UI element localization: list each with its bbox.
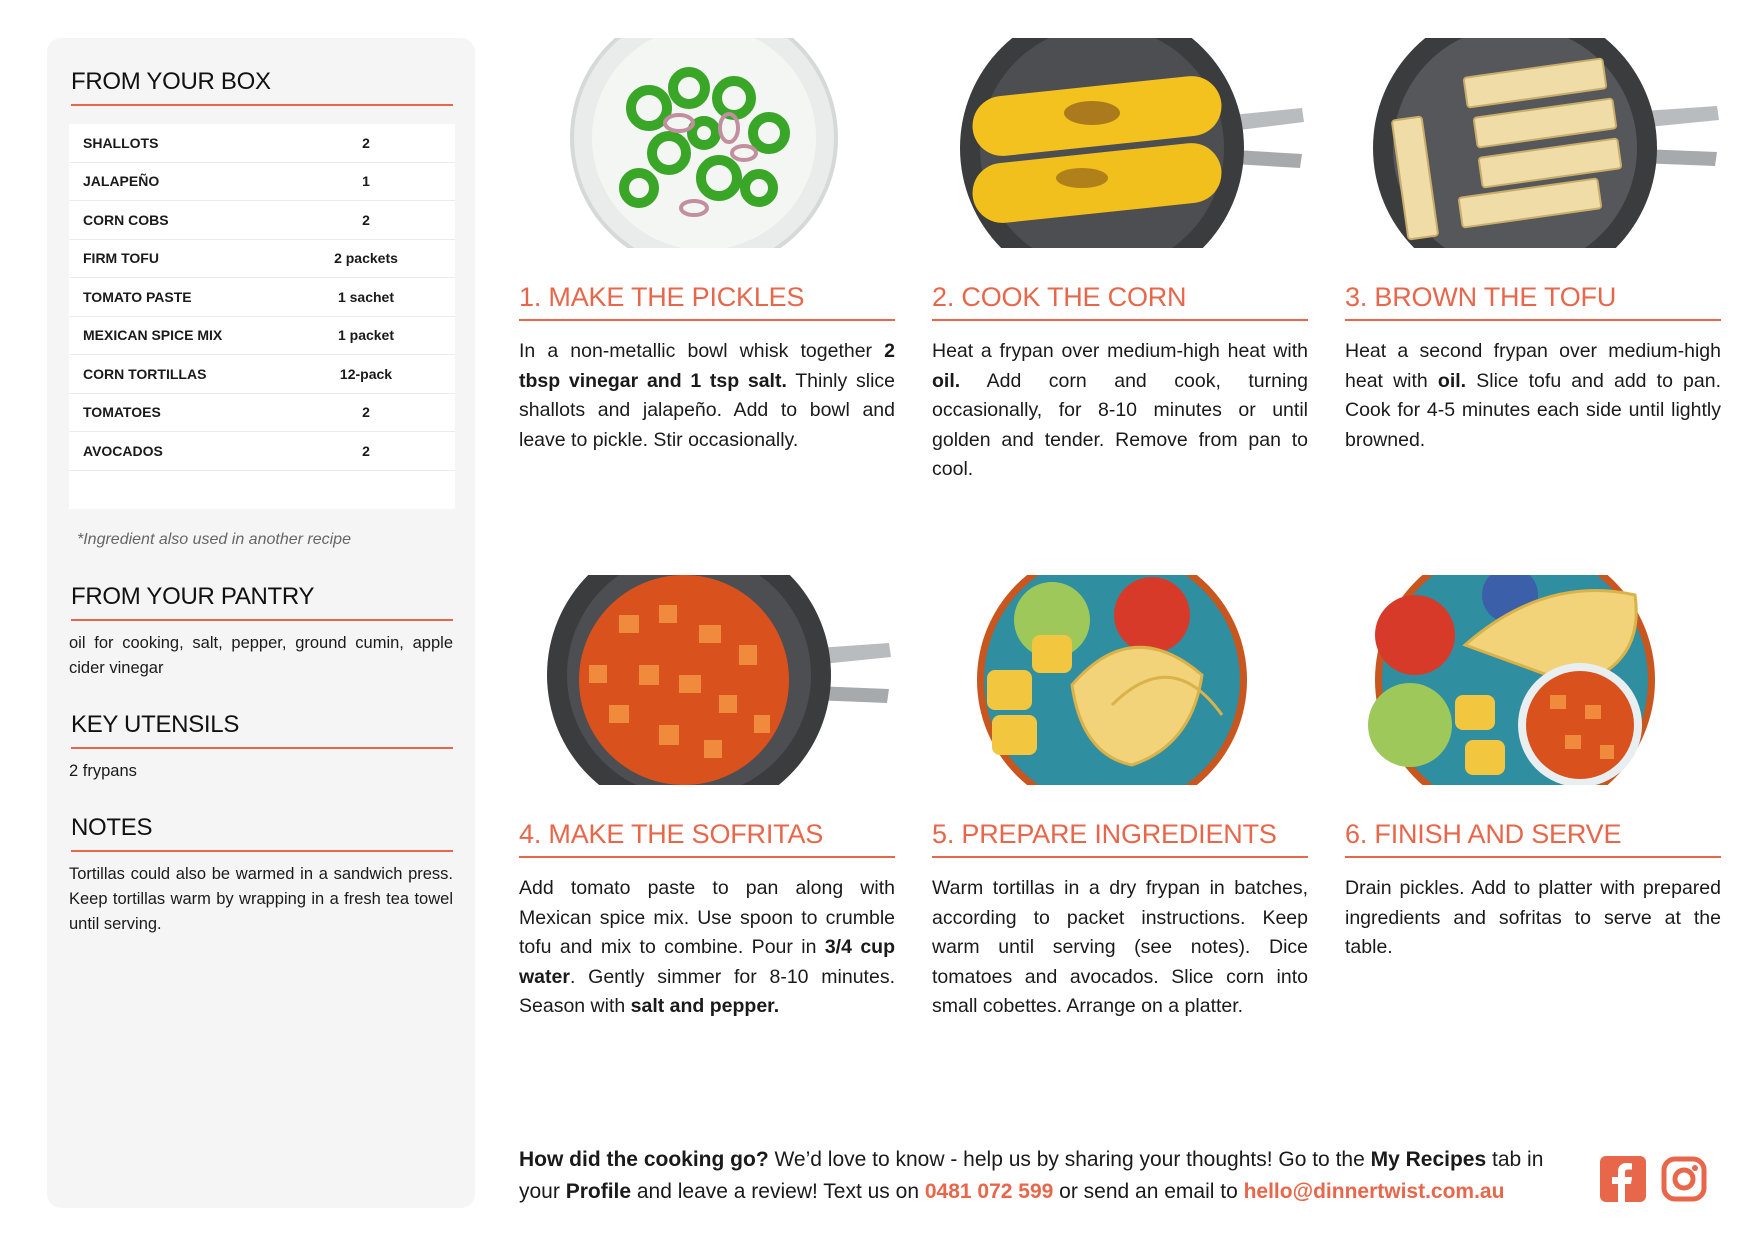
ingredient-name: FIRM TOFU	[83, 250, 159, 267]
step-3	[1345, 38, 1721, 455]
ingredient-name: TOMATOES	[83, 404, 161, 421]
box-ingredients-table	[69, 124, 455, 509]
ingredient-name: MEXICAN SPICE MIX	[83, 327, 223, 344]
table-row	[69, 394, 455, 433]
table-row	[69, 278, 455, 317]
ingredient-name: SHALLOTS	[83, 134, 159, 151]
step-5	[932, 575, 1308, 1022]
table-row	[69, 355, 455, 394]
footnote: *Ingredient also used in another recipe	[77, 530, 351, 548]
ingredient-qty: 1	[362, 173, 370, 190]
table-row	[69, 201, 455, 240]
utensils-text: 2 frypans	[69, 761, 137, 780]
step-1	[519, 38, 895, 455]
step-text: Heat a frypan over medium-high heat with oil. Add corn and cook, turning occasionally, for 8-10 minutes or until golden and tender. Remove from pan to cool.	[932, 340, 1308, 480]
step-text: Heat a second frypan over medium-high heat with oil. Slice tofu and add to pan. Cook for 4-5 minutes each side until lightly browned.	[1345, 340, 1722, 451]
table-row	[69, 317, 455, 356]
ingredient-name: CORN TORTILLAS	[83, 365, 207, 382]
ingredient-name: TOMATO PASTE	[83, 288, 192, 305]
utensils-heading: KEY UTENSILS	[71, 711, 453, 749]
email-link[interactable]: hello@dinnertwist.com.au	[1243, 1180, 1505, 1203]
table-row	[69, 124, 455, 163]
footer-question: How did the cooking go?	[519, 1148, 769, 1171]
ingredient-qty: 2	[362, 442, 370, 459]
table-row	[69, 240, 455, 279]
step-2	[932, 38, 1308, 485]
step-title: 2. COOK THE CORN	[932, 282, 1308, 321]
ingredient-qty: 1 sachet	[337, 288, 395, 305]
ingredient-name: AVOCADOS	[83, 442, 163, 459]
ingredient-qty: 2	[362, 134, 370, 151]
ingredient-name: CORN COBS	[83, 211, 169, 228]
utensils-section	[69, 711, 453, 784]
corn-frypan-photo	[932, 38, 1308, 248]
ingredient-name: JALAPEÑO	[83, 173, 160, 190]
sofritas-frypan-photo	[519, 575, 895, 785]
empty-row	[69, 471, 455, 509]
notes-heading: NOTES	[71, 814, 453, 852]
step-text: Warm tortillas in a dry frypan in batches, according to packet instructions. Keep warm until serving (see notes). Dice tomatoes and avocados. Slice corn into small cobettes. Arrange on a platter.	[932, 877, 1308, 1017]
ingredient-qty: 2	[362, 211, 370, 228]
step-title: 5. PREPARE INGREDIENTS	[932, 819, 1308, 858]
my-recipes-link[interactable]: My Recipes	[1370, 1148, 1487, 1171]
step-title: 4. MAKE THE SOFRITAS	[519, 819, 895, 858]
feedback-footer: How did the cooking go? We’d love to know - help us by sharing your thoughts! Go to the My Recipes tab in your Profile and leave a review! Text us on 0481 072 599 or send an email to hello@dinnertwist.com.au	[519, 1148, 1544, 1203]
ingredient-qty: 2	[362, 404, 370, 421]
step-text: Drain pickles. Add to platter with prepared ingredients and sofritas to serve at the table.	[1345, 877, 1721, 958]
tofu-frypan-photo	[1345, 38, 1721, 248]
step-text: Add tomato paste to pan along with Mexican spice mix. Use spoon to crumble tofu and mix to combine. Pour in 3/4 cup water. Gently simmer for 8-10 minutes. Season with salt and pepper.	[519, 877, 895, 1017]
pantry-heading: FROM YOUR PANTRY	[71, 583, 453, 621]
notes-text: Tortillas could also be warmed in a sandwich press. Keep tortillas warm by wrapping in a fresh tea towel until serving.	[69, 864, 453, 933]
step-title: 1. MAKE THE PICKLES	[519, 282, 895, 321]
platter-ingredients-photo	[932, 575, 1308, 785]
pickles-bowl-photo	[519, 38, 895, 248]
step-4	[519, 575, 895, 1022]
instagram-icon[interactable]	[1661, 1156, 1707, 1202]
notes-section	[69, 814, 453, 937]
pantry-section	[69, 583, 453, 681]
profile-link[interactable]: Profile	[565, 1180, 632, 1203]
ingredient-qty: 12-pack	[339, 365, 393, 382]
step-6	[1345, 575, 1721, 963]
pantry-text: oil for cooking, salt, pepper, ground cumin, apple cider vinegar	[69, 633, 453, 677]
phone-link[interactable]: 0481 072 599	[924, 1180, 1054, 1203]
ingredients-sidebar	[47, 38, 475, 1208]
ingredient-qty: 2 packets	[334, 250, 398, 267]
facebook-icon[interactable]	[1600, 1156, 1646, 1202]
table-row	[69, 163, 455, 202]
step-title: 6. FINISH AND SERVE	[1345, 819, 1721, 858]
ingredient-qty: 1 packet	[337, 327, 395, 344]
step-title: 3. BROWN THE TOFU	[1345, 282, 1721, 321]
step-text: In a non-metallic bowl whisk together 2 tbsp vinegar and 1 tsp salt. Thinly slice shallots and jalapeño. Add to bowl and leave to pickle. Stir occasionally.	[519, 340, 895, 451]
finished-platter-photo	[1345, 575, 1721, 785]
table-row	[69, 432, 455, 471]
box-heading: FROM YOUR BOX	[71, 68, 453, 106]
